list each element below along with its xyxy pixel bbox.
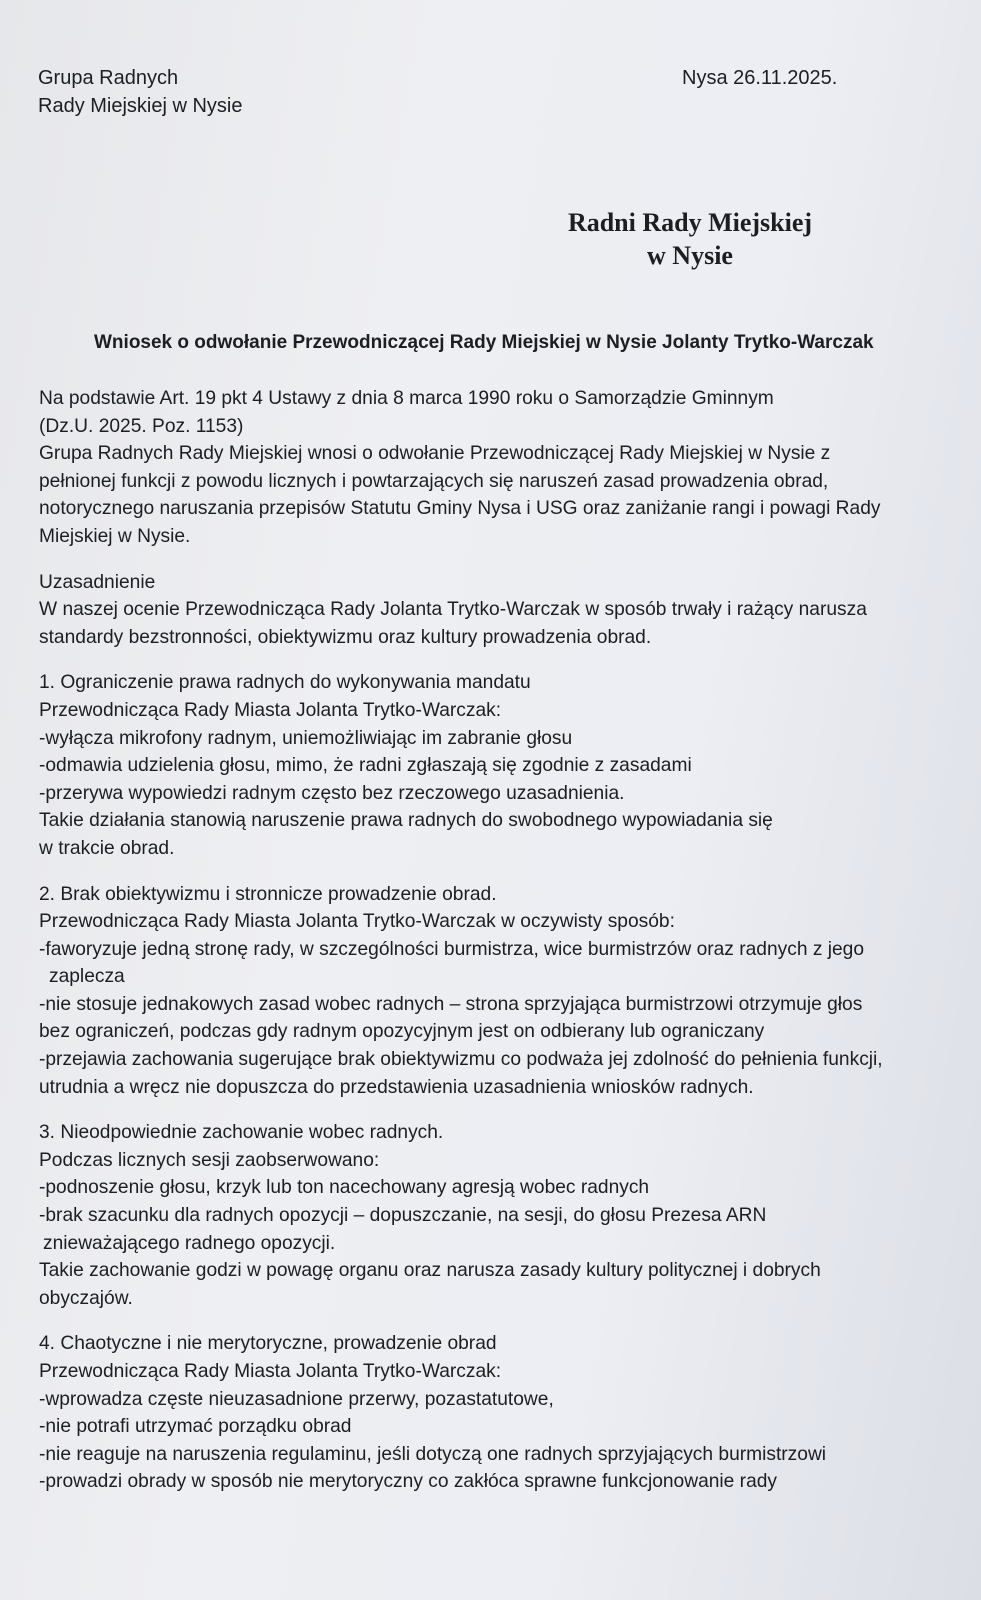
text-line: Takie zachowanie godzi w powagę organu oraz narusza zasady kultury politycznej i dobrych	[39, 1260, 821, 1282]
sender-block	[38, 64, 243, 120]
list-item: -przerywa wypowiedzi radnym często bez rzeczowego uzasadnienia.	[39, 782, 625, 804]
text-line: W naszej ocenie Przewodnicząca Rady Jolanta Trytko-Warczak w sposób trwały i rażący narusza	[39, 599, 867, 621]
list-item: -faworyzuje jedną stronę rady, w szczególności burmistrza, wice burmistrzów oraz radnych z jego	[39, 938, 865, 960]
text-line: standardy bezstronności, obiektywizmu oraz kultury prowadzenia obrad.	[39, 626, 652, 648]
list-item: -wyłącza mikrofony radnym, uniemożliwiając im zabranie głosu	[39, 727, 573, 749]
document-body	[39, 385, 964, 1514]
addressee-line: w Nysie	[647, 241, 733, 270]
text-line: Takie działania stanowią naruszenie prawa radnych do swobodnego wypowiadania się	[39, 810, 773, 832]
list-item: -wprowadza częste nieuzasadnione przerwy, pozastatutowe,	[39, 1388, 554, 1410]
list-item-continuation: utrudnia a wręcz nie dopuszcza do przedstawienia uzasadnienia wniosków radnych.	[39, 1076, 754, 1098]
addressee-block	[520, 206, 860, 272]
intro-paragraph	[39, 385, 964, 551]
list-item: -nie reaguje na naruszenia regulaminu, jeśli dotyczą one radnych sprzyjających burmistrzowi	[39, 1443, 827, 1465]
justification-paragraph	[39, 569, 964, 652]
text-line: Na podstawie Art. 19 pkt 4 Ustawy z dnia 8 marca 1990 roku o Samorządzie Gminnym	[39, 388, 774, 409]
list-item: -przejawia zachowania sugerujące brak obiektywizmu co podważa jej zdolność do pełnienia funkcji,	[39, 1049, 883, 1071]
list-item: -odmawia udzielenia głosu, mimo, że radni zgłaszają się zgodnie z zasadami	[39, 755, 692, 777]
addressee-line: Radni Rady Miejskiej	[567, 208, 813, 237]
list-item-continuation: znieważającego radnego opozycji.	[43, 1232, 336, 1254]
section-heading: Uzasadnienie	[39, 571, 156, 593]
list-item: -podnoszenie głosu, krzyk lub ton nacechowany agresją wobec radnych	[39, 1177, 650, 1199]
text-line: obyczajów.	[39, 1287, 133, 1309]
text-line: Przewodnicząca Rady Miasta Jolanta Trytko-Warczak:	[39, 699, 502, 721]
list-item: -brak szacunku dla radnych opozycji – dopuszczanie, na sesji, do głosu Prezesa ARN	[39, 1205, 767, 1227]
text-line: (Dz.U. 2025. Poz. 1153)	[39, 415, 244, 437]
point-2-paragraph	[39, 881, 964, 1102]
text-line: Miejskiej w Nysie.	[39, 525, 191, 547]
text-line: pełnionej funkcji z powodu licznych i powtarzających się naruszeń zasad prowadzenia obrad,	[39, 470, 829, 492]
text-line: notorycznego naruszania przepisów Statutu Gminy Nysa i USG oraz zaniżanie rangi i powagi Rady	[39, 498, 881, 520]
list-item: -nie potrafi utrzymać porządku obrad	[39, 1416, 352, 1438]
point-heading: 1. Ograniczenie prawa radnych do wykonywania mandatu	[39, 672, 531, 694]
point-1-paragraph	[39, 669, 964, 862]
point-heading: 3. Nieodpowiednie zachowanie wobec radnych.	[39, 1122, 444, 1144]
list-item: -prowadzi obrady w sposób nie merytoryczny co zakłóca sprawne funkcjonowanie rady	[39, 1471, 778, 1493]
list-item-continuation: bez ograniczeń, podczas gdy radnym opozycyjnym jest on odbierany lub ograniczany	[39, 1021, 765, 1043]
sender-line: Rady Miejskiej w Nysie	[38, 95, 243, 117]
place-date: Nysa 26.11.2025.	[682, 67, 838, 89]
text-line: w trakcie obrad.	[39, 837, 175, 859]
sender-line: Grupa Radnych	[38, 67, 179, 89]
text-line: Przewodnicząca Rady Miasta Jolanta Trytko-Warczak:	[39, 1361, 502, 1382]
list-item: -nie stosuje jednakowych zasad wobec radnych – strona sprzyjająca burmistrzowi otrzymuje głos	[39, 993, 863, 1015]
point-3-paragraph	[39, 1119, 964, 1312]
point-heading: 2. Brak obiektywizmu i stronnicze prowadzenie obrad.	[39, 883, 497, 905]
text-line: Grupa Radnych Rady Miejskiej wnosi o odwołanie Przewodniczącej Rady Miejskiej w Nysie z	[39, 443, 831, 465]
point-heading: 4. Chaotyczne i nie merytoryczne, prowadzenie obrad	[39, 1333, 497, 1355]
text-line: Podczas licznych sesji zaobserwowano:	[39, 1149, 380, 1171]
point-4-paragraph	[39, 1330, 964, 1496]
text-line: Przewodnicząca Rady Miasta Jolanta Trytko-Warczak w oczywisty sposób:	[39, 911, 675, 933]
document-subject: Wniosek o odwołanie Przewodniczącej Rady Miejskiej w Nysie Jolanty Trytko-Warczak	[94, 332, 874, 353]
list-item-continuation: zaplecza	[49, 966, 125, 988]
